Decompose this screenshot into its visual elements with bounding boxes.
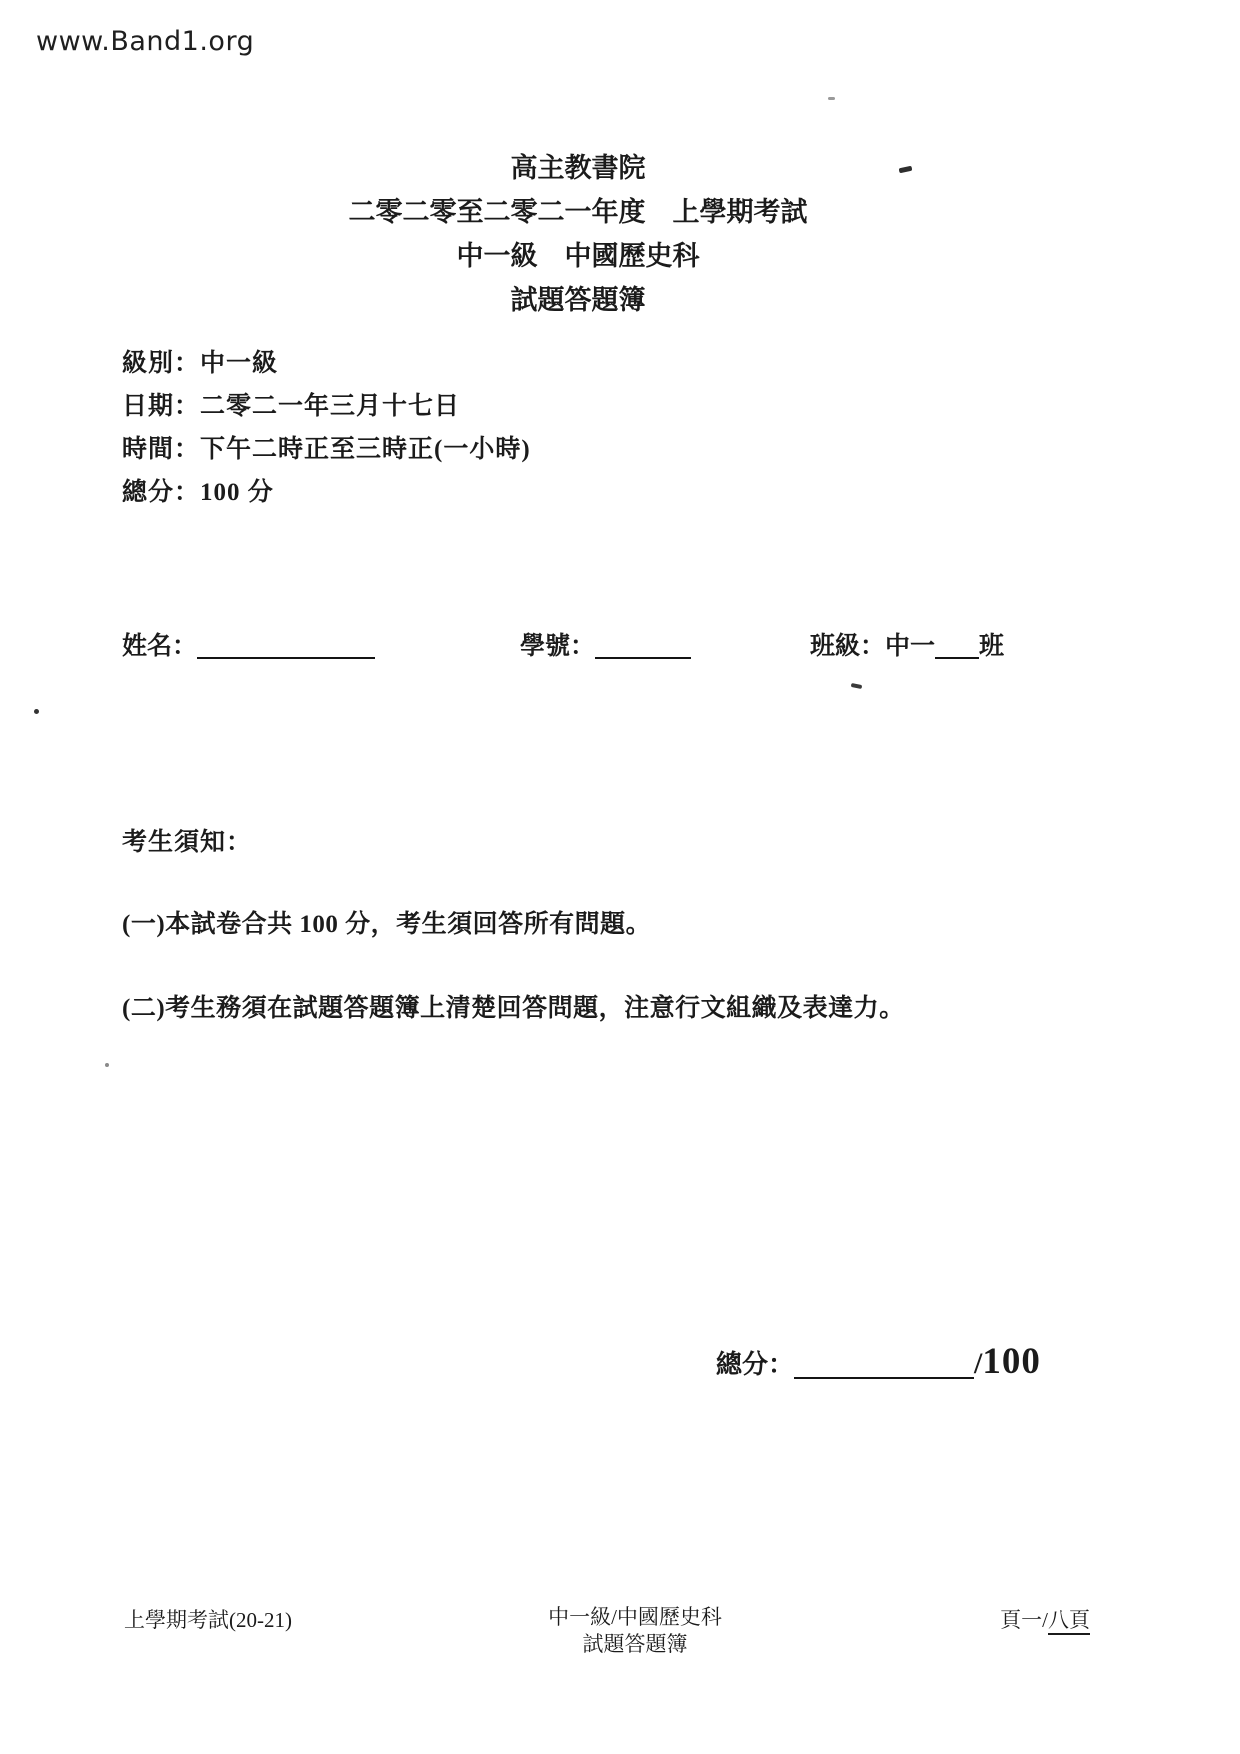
name-blank-line bbox=[197, 657, 375, 659]
total-score-row bbox=[716, 1340, 1041, 1392]
name-label: 姓名： bbox=[122, 633, 198, 660]
page-number-prefix: 頁一/ bbox=[1000, 1608, 1048, 1632]
watermark-url: www.Band1.org bbox=[36, 26, 255, 57]
notice-item-2: (二)考生務須在試題答題簿上清楚回答問題，注意行文組織及表達力。 bbox=[122, 995, 905, 1022]
class-blank-line bbox=[935, 657, 979, 659]
total-score-label: 總分： bbox=[716, 1350, 795, 1379]
student-number-blank-line bbox=[595, 657, 691, 659]
scan-speck bbox=[828, 97, 835, 100]
class-prefix: 中一 bbox=[885, 633, 936, 660]
class-label: 班級： bbox=[810, 633, 886, 660]
student-number-field bbox=[520, 626, 691, 662]
page-number-total: 八頁 bbox=[1048, 1608, 1090, 1635]
student-fields-row bbox=[122, 626, 1182, 666]
class-suffix: 班 bbox=[979, 633, 1005, 660]
scan-speck bbox=[34, 709, 39, 714]
footer-subject-line: 中一級/中國歷史科 bbox=[548, 1605, 722, 1629]
info-time: 時間：下午二時正至三時正(一小時) bbox=[122, 436, 531, 463]
scan-speck bbox=[105, 1063, 109, 1067]
score-denominator: 100 bbox=[982, 1341, 1041, 1382]
score-slash: / bbox=[974, 1347, 983, 1380]
student-number-label: 學號： bbox=[520, 633, 596, 660]
booklet-title: 試題答題簿 bbox=[510, 285, 646, 315]
notice-item-1: (一)本試卷合共 100 分，考生須回答所有問題。 bbox=[122, 911, 652, 938]
info-date: 日期：二零二一年三月十七日 bbox=[122, 393, 461, 420]
exam-info-block bbox=[122, 342, 531, 514]
level-subject-title: 中一級 中國歷史科 bbox=[456, 241, 700, 271]
info-class-level: 級別：中一級 bbox=[122, 350, 279, 377]
class-field bbox=[810, 626, 1004, 662]
school-name: 高主教書院 bbox=[510, 153, 646, 183]
footer-page-number bbox=[1000, 1604, 1090, 1634]
total-score-blank-line bbox=[794, 1377, 974, 1379]
exam-year-title: 二零二零至二零二一年度 上學期考試 bbox=[348, 197, 808, 227]
notice-heading: 考生須知： bbox=[122, 829, 253, 856]
info-total-marks: 總分：100 分 bbox=[122, 479, 274, 506]
footer-booklet-line: 試題答題簿 bbox=[582, 1632, 688, 1656]
scan-speck bbox=[851, 683, 863, 689]
name-field bbox=[122, 626, 375, 662]
footer-exam-session: 上學期考試(20-21) bbox=[124, 1608, 292, 1632]
title-block bbox=[0, 146, 1156, 322]
